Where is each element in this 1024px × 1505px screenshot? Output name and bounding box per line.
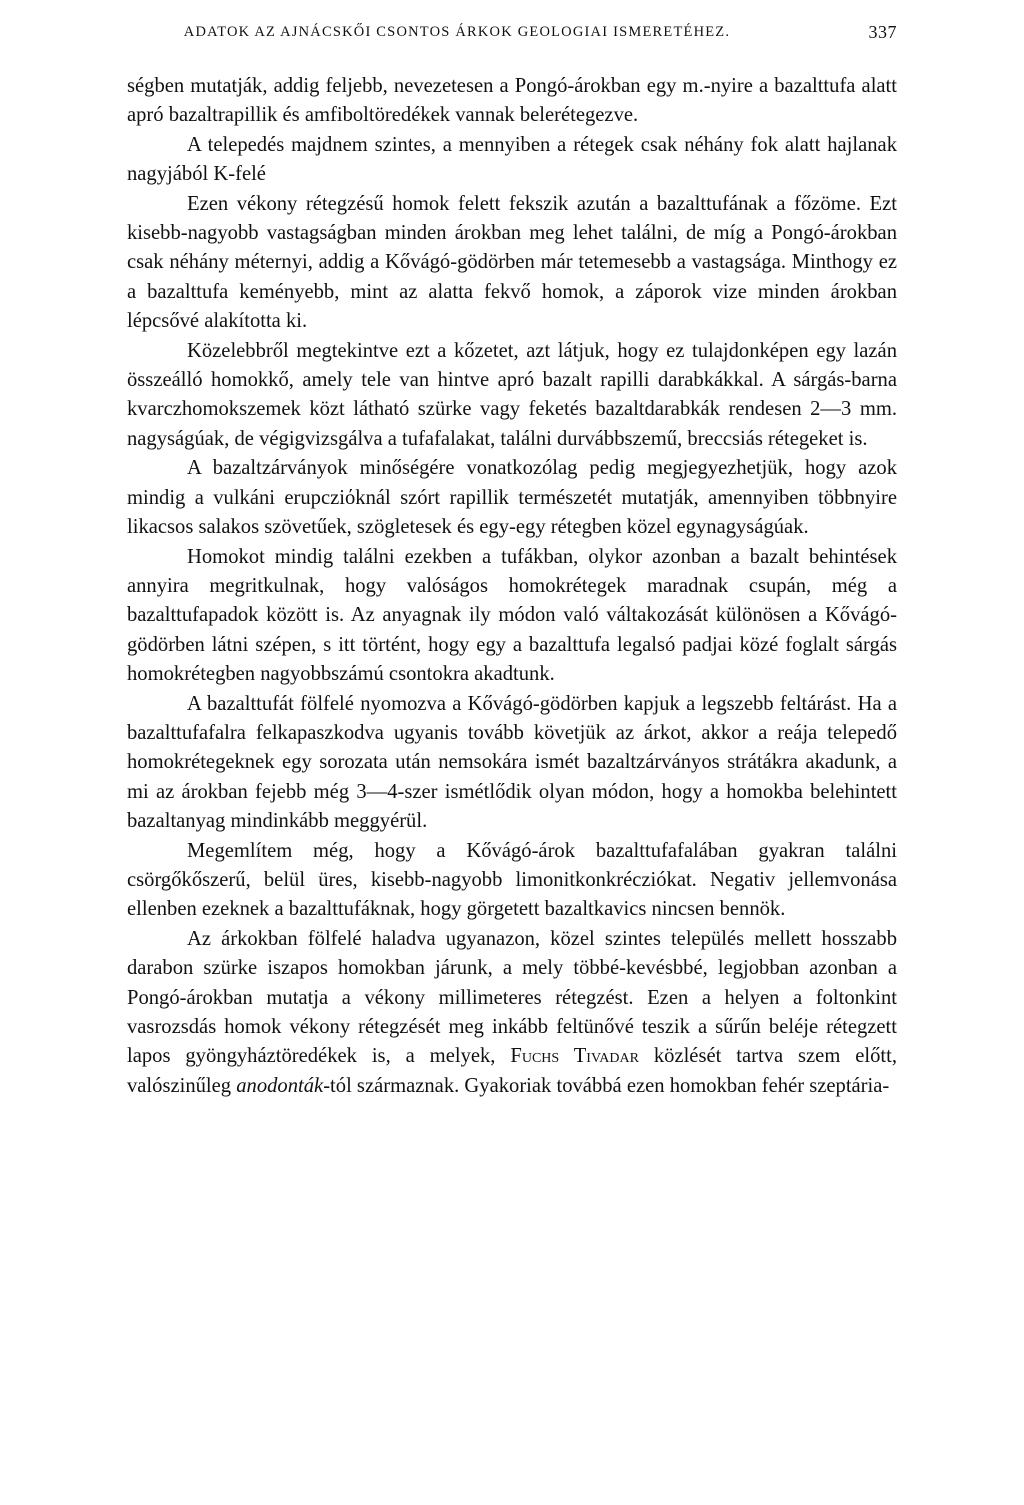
paragraph [127, 925, 897, 1101]
paragraph: Homokot mindig találni ezekben a tufákban, olykor azonban a bazalt behintések annyira megritkulnak, hogy valóságos homokrétegek maradnak csupán, még a bazalttufapadok között is. Az anyagnak ily módon való váltakozását különösen a Kővágó-gödörben látni szépen, s itt történt, hogy egy a bazalttufa legalsó padjai közé foglalt sárgás homokrétegben nagyobbszámú csontokra akadtunk. [127, 545, 897, 686]
paragraph: ségben mutatják, addig feljebb, nevezetesen a Pongó-árokban egy m.-nyire a bazalttufa alatt apró bazaltrapillik és amfiboltöredékek vannak belerétegezve. [127, 75, 897, 127]
paragraph: A telepedés majdnem szintes, a mennyiben a rétegek csak néhány fok alatt hajlanak nagyjából K-felé [127, 133, 897, 186]
paragraph: Közelebbről megtekintve ezt a kőzetet, azt látjuk, hogy ez tulajdonképen egy lazán összeálló homokkő, amely tele van hintve apró bazalt rapilli darabkákkal. A sárgás-barna kvarczhomokszemek közt látható szürke vagy feketés bazaltdarabkák rendesen 2—3 mm. nagyságúak, de végigvizsgálva a tufafalakat, találni durvábbszemű, breccsiás rétegeket is. [127, 339, 897, 450]
running-header [127, 20, 897, 46]
paragraph-text: Az árkokban fölfelé haladva ugyanazon, közel szintes település mellett hosszabb darabon szürke iszapos homokban járunk, a mely többé-kevésbbé, legjobban azonban a Pongó-árokban mutatja a vékony millimeteres rétegzést. Ezen a helyen a foltonkint vasrozsdás homok vékony rétegzését meg inkább feltünővé teszik a sűrűn beléje rétegzett lapos gyöngyháztöredékek is, a melyek, [127, 927, 897, 1068]
paragraph: A bazalttufát fölfelé nyomozva a Kővágó-gödörben kapjuk a legszebb feltárást. Ha a bazalttufafalra felkapaszkodva ugyanis tovább követjük az árkot, akkor a reája telepedő homokrétegeknek egy sorozata után nemsokára ismét bazaltzárványos strátákra akadunk, a mi az árokban fejebb még 3—4-szer ismétlődik olyan módon, hogy a homokba belehintett bazaltanyag mindinkább meggyérül. [127, 692, 897, 833]
body-text [127, 72, 897, 1101]
paragraph: Megemlítem még, hogy a Kővágó-árok bazalttufafalában gyakran találni csörgőkőszerű, belül üres, kisebb-nagyobb limonitkonkrécziókat. Negativ jellemvonása ellenben ezeknek a bazalttufáknak, hogy görgetett bazaltkavics nincsen bennök. [127, 839, 897, 921]
author-name: Fuchs Tivadar [510, 1045, 639, 1068]
paragraph-text: -tól származnak. Gyakoriak továbbá ezen homokban fehér szeptária- [323, 1074, 890, 1097]
running-header-title: ADATOK AZ AJNÁCSKŐI CSONTOS ÁRKOK GEOLOGIAI ISMERETÉHEZ. [183, 24, 731, 40]
paragraph-text: közlését tartva szem előtt, valószinűleg [127, 1045, 897, 1097]
taxon-term: anodonták [236, 1074, 324, 1097]
paragraph: Ezen vékony rétegzésű homok felett fekszik azután a bazalttufának a főzöme. Ezt kisebb-nagyobb vastagságban minden árokban meg lehet találni, de míg a Pongó-árokban csak néhány méternyi, addig a Kővágó-gödörben már tetemesebb a vastagsága. Minthogy ez a bazalttufa keményebb, mint az alatta fekvő homok, a záporok vize minden árokban lépcsővé alakította ki. [127, 192, 897, 333]
page-number: 337 [868, 22, 897, 42]
paragraph: A bazaltzárványok minőségére vonatkozólag pedig megjegyezhetjük, hogy azok mindig a vulkáni erupcziόknál szórt rapillik természetét mutatják, amennyiben többnyire likacsos salakos szövetűek, szögletesek és egy-egy rétegben közel egynagyságúak. [127, 457, 897, 539]
document-page [127, 20, 897, 1101]
